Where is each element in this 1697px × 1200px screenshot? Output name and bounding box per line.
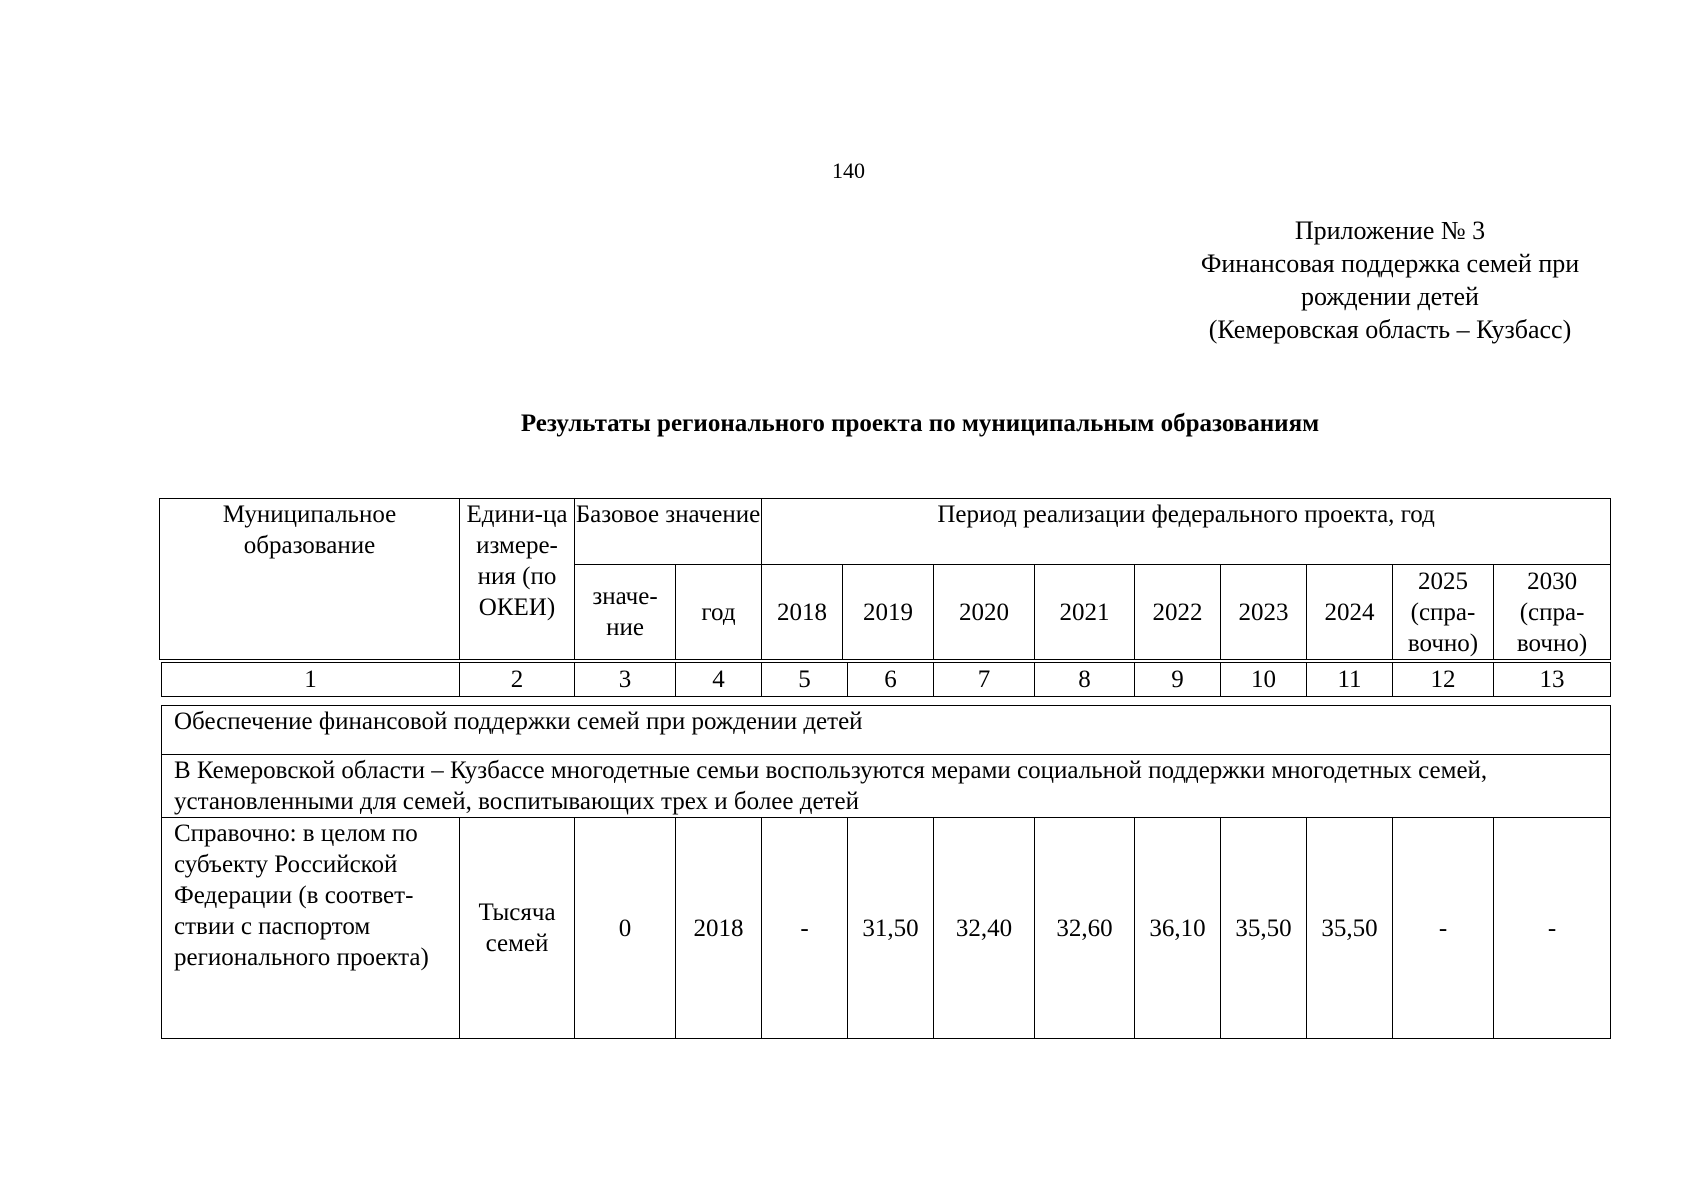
task-row: Обеспечение финансовой поддержки семей при рождении детей [162, 706, 1611, 755]
column-number: 11 [1307, 663, 1393, 697]
appendix-block [1170, 214, 1610, 346]
header-year: 2021 [1035, 565, 1135, 660]
document-title: Результаты регионального проекта по муниципальным образованиям [520, 410, 1320, 437]
header-base-value: значе-ние [575, 565, 676, 660]
column-number: 2 [460, 663, 575, 697]
header-period: Период реализации федерального проекта, год [762, 499, 1611, 565]
row-name: Справочно: в целом по субъекту Российской Федерации (в соответ-ствии с паспортом регионального проекта) [162, 818, 460, 1039]
row-value: 32,40 [934, 818, 1035, 1039]
column-number: 9 [1135, 663, 1221, 697]
header-table [159, 498, 1611, 660]
appendix-line: рождении детей [1301, 282, 1479, 311]
header-year: 2025 (спра-вочно) [1393, 565, 1494, 660]
appendix-line: Финансовая поддержка семей при [1200, 249, 1580, 278]
column-number-table [161, 662, 1611, 697]
result-row: В Кемеровской области – Кузбассе многодетные семьи воспользуются мерами социальной поддержки многодетных семей, установленными для семей, воспитывающих трех и более детей [162, 755, 1611, 818]
row-value: - [762, 818, 848, 1039]
header-year: 2018 [762, 565, 843, 660]
header-year: 2030 (спра-вочно) [1494, 565, 1611, 660]
header-year: 2019 [843, 565, 934, 660]
header-year: 2024 [1307, 565, 1393, 660]
row-value: - [1494, 818, 1611, 1039]
header-base: Базовое значение [575, 499, 762, 565]
column-number: 4 [676, 663, 762, 697]
data-table [161, 705, 1611, 1039]
column-number: 8 [1035, 663, 1135, 697]
header-year: 2020 [934, 565, 1035, 660]
column-number: 5 [762, 663, 848, 697]
header-base-year: год [676, 565, 762, 660]
column-number: 12 [1393, 663, 1494, 697]
header-municipality: Муниципальное образование [160, 499, 460, 660]
column-number: 13 [1494, 663, 1611, 697]
row-value: - [1393, 818, 1494, 1039]
column-number: 10 [1221, 663, 1307, 697]
header-unit: Едини-ца измере-ния (по ОКЕИ) [460, 499, 575, 660]
header-year: 2023 [1221, 565, 1307, 660]
row-value: 36,10 [1135, 818, 1221, 1039]
column-number: 1 [162, 663, 460, 697]
row-base-value: 0 [575, 818, 676, 1039]
column-number: 7 [934, 663, 1035, 697]
row-value: 31,50 [848, 818, 934, 1039]
column-number: 3 [575, 663, 676, 697]
appendix-line: Приложение № 3 [1294, 216, 1486, 245]
header-year: 2022 [1135, 565, 1221, 660]
row-value: 32,60 [1035, 818, 1135, 1039]
row-base-year: 2018 [676, 818, 762, 1039]
appendix-line: (Кемеровская область – Кузбасс) [1208, 315, 1572, 344]
row-value: 35,50 [1307, 818, 1393, 1039]
row-unit: Тысяча семей [460, 818, 575, 1039]
column-number: 6 [848, 663, 934, 697]
page-number: 140 [832, 158, 865, 183]
row-value: 35,50 [1221, 818, 1307, 1039]
